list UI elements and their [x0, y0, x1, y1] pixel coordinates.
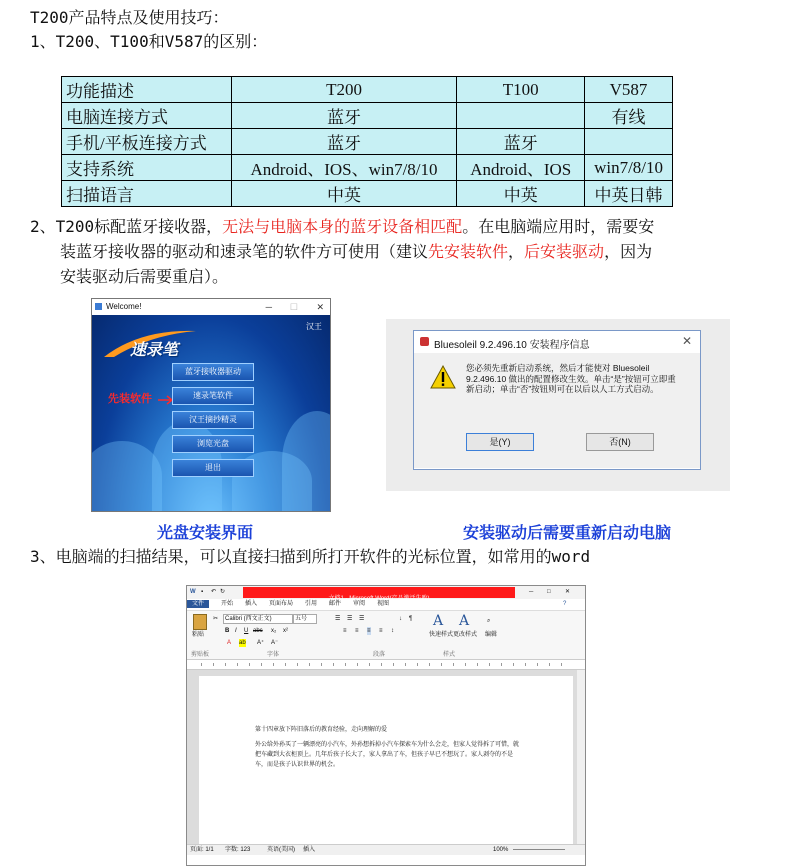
heading: T200产品特点及使用技巧： — [30, 8, 229, 27]
bluetooth-driver-button[interactable]: 蓝牙接收器驱动 — [172, 363, 254, 381]
align-center-button[interactable]: ≡ — [355, 628, 359, 634]
table-cell — [457, 103, 585, 129]
font-color-button[interactable]: A — [227, 640, 232, 646]
brand-logo: 汉王 — [306, 322, 322, 331]
table-cell: Android、IOS、win7/8/10 — [231, 155, 457, 181]
table-row — [62, 103, 673, 129]
font-name-select[interactable] — [223, 614, 293, 624]
change-styles-icon[interactable]: A — [459, 613, 470, 629]
excerpt-tool-button[interactable]: 汉王摘抄精灵 — [172, 411, 254, 429]
status-mode[interactable]: 插入 — [303, 847, 316, 853]
exit-button[interactable]: 退出 — [172, 459, 254, 477]
comparison-table — [61, 76, 673, 207]
bullets-button[interactable]: ☰ — [335, 616, 341, 622]
doc-line-1: 第十四章放下阵旧落后的教育经验，走向理解的爱 — [255, 727, 388, 733]
section-2-text: 2、T200标配蓝牙接收器， — [30, 217, 223, 236]
zoom-level[interactable]: 100% — [493, 847, 509, 853]
word-icon: W — [190, 589, 196, 595]
annotation-text: 先装软件 — [108, 392, 152, 405]
bold-button[interactable]: B — [225, 628, 230, 634]
vertical-scrollbar[interactable] — [577, 670, 585, 844]
title-highlight — [243, 587, 515, 598]
dialog-message: 您必须先重新启动系统，然后才能使对 Bluesoleil 9.2.496.10 做出的配置修改生效。单击“是”按钮可立即重新启动；单击“否”按钮则可在以后以人工方式启动。 — [466, 363, 676, 394]
table-row — [62, 129, 673, 155]
status-page[interactable]: 页面: 1/1 — [190, 847, 214, 853]
ribbon-tabs — [187, 599, 585, 611]
font-size-value: 五号 — [295, 616, 308, 622]
dialog-title: Bluesoleil 9.2.496.10 安装程序信息 — [434, 340, 590, 351]
align-left-button[interactable]: ≡ — [343, 628, 347, 634]
minimize-icon[interactable]: ─ — [265, 302, 272, 312]
group-styles: 样式 — [443, 652, 456, 658]
status-words[interactable]: 字数: 123 — [225, 847, 251, 853]
help-icon[interactable]: ? — [563, 601, 567, 607]
section-2-text: 装蓝牙接收器的驱动和速录笔的软件方可使用（建议 — [60, 242, 429, 261]
show-marks-button[interactable]: ¶ — [409, 616, 413, 622]
tab-mailings[interactable]: 邮件 — [329, 601, 342, 607]
subscript-button[interactable]: x₂ — [271, 628, 277, 634]
zoom-slider[interactable] — [513, 849, 565, 850]
table-cell: 功能描述 — [62, 77, 232, 103]
table-cell: 扫描语言 — [62, 181, 232, 207]
tab-review[interactable]: 审阅 — [353, 601, 366, 607]
status-language[interactable]: 英语(美国) — [267, 847, 295, 853]
paste-icon[interactable] — [193, 614, 207, 630]
table-cell: 蓝牙 — [231, 129, 457, 155]
close-icon[interactable]: ✕ — [681, 334, 692, 348]
grow-font-button[interactable]: A⁺ — [257, 640, 265, 646]
close-icon[interactable]: ✕ — [316, 302, 324, 312]
dialog-screenshot-frame — [386, 319, 730, 491]
welcome-window — [91, 298, 331, 512]
pen-software-button[interactable]: 速录笔软件 — [172, 387, 254, 405]
table-cell: 蓝牙 — [457, 129, 585, 155]
section-2-text: 。在电脑端应用时，需要安 — [462, 217, 655, 236]
font-name-value: Calibri (西文正文) — [225, 616, 272, 622]
table-cell: 蓝牙 — [231, 103, 457, 129]
section-2-paragraph — [30, 214, 780, 289]
quick-styles-label: 快速样式 — [429, 632, 454, 638]
tab-file[interactable]: 文件 — [187, 600, 209, 608]
sort-button[interactable]: ↓ — [399, 616, 402, 622]
maximize-icon[interactable]: ☐ — [289, 302, 298, 312]
table-cell: 有线 — [585, 103, 673, 129]
welcome-background — [92, 315, 330, 511]
justify-button[interactable]: ≡ — [379, 628, 383, 634]
highlight-text: 先安装软件 — [428, 242, 509, 261]
strikethrough-button[interactable]: abc — [253, 628, 263, 634]
minimize-icon[interactable]: ─ — [529, 589, 534, 595]
quick-styles-icon[interactable]: A — [433, 613, 444, 629]
undo-icon[interactable]: ↶ — [211, 589, 217, 595]
doc-paragraph: 外公给外孙买了一辆漂亮的小汽车，外孙想拆掉小汽车探索车为什么会走，但家人觉得拆了可惜，就把车藏到大衣柜顶上。几年后孩子长大了，家人拿出了车，但孩子早已不想玩了。家人剥夺的不是车，而是孩子认识世界的机会。 — [255, 742, 520, 768]
line-spacing-button[interactable]: ↕ — [391, 628, 394, 634]
table-row — [62, 181, 673, 207]
underline-button[interactable]: U — [244, 628, 249, 634]
highlight-button[interactable]: ab — [239, 640, 246, 646]
tab-view[interactable]: 视图 — [377, 601, 390, 607]
group-paragraph: 段落 — [373, 652, 386, 658]
table-cell: T200 — [231, 77, 457, 103]
logo-text: 速录笔 — [130, 340, 179, 359]
dialog-body — [414, 353, 700, 468]
table-cell: T100 — [457, 77, 585, 103]
tab-insert[interactable]: 插入 — [245, 601, 258, 607]
table-cell: 中英 — [231, 181, 457, 207]
numbering-button[interactable]: ☰ — [347, 616, 353, 622]
document-page[interactable] — [199, 676, 573, 844]
caption-left: 光盘安装界面 — [157, 523, 254, 542]
section-2-text: ， — [508, 242, 525, 261]
change-styles-label: 更改样式 — [453, 632, 478, 638]
ribbon — [187, 611, 585, 660]
no-button[interactable]: 否(N) — [586, 433, 654, 451]
group-font: 字体 — [267, 652, 280, 658]
editing-label: 编辑 — [485, 632, 498, 638]
browse-disc-button[interactable]: 浏览光盘 — [172, 435, 254, 453]
ruler — [187, 660, 585, 670]
table-cell: 中英 — [457, 181, 585, 207]
italic-button[interactable]: I — [235, 628, 237, 634]
table-row — [62, 77, 673, 103]
warning-icon — [430, 365, 456, 389]
window-titlebar — [92, 299, 330, 315]
group-clipboard: 剪贴板 — [191, 652, 210, 658]
save-icon[interactable]: ▪ — [201, 589, 204, 595]
app-icon — [420, 337, 429, 346]
table-cell: 中英日韩 — [585, 181, 673, 207]
font-size-select[interactable] — [293, 614, 317, 624]
table-row — [62, 155, 673, 181]
highlight-text: 无法与电脑本身的蓝牙设备相匹配 — [222, 217, 463, 236]
section-2-text: 安装驱动后需要重启）。 — [60, 267, 229, 286]
cut-icon[interactable]: ✂ — [213, 616, 219, 622]
table-cell: win7/8/10 — [585, 155, 673, 181]
word-titlebar — [187, 586, 585, 599]
tab-references[interactable]: 引用 — [305, 601, 318, 607]
table-cell: Android、IOS — [457, 155, 585, 181]
window-title: Welcome! — [106, 302, 142, 311]
tab-home[interactable]: 开始 — [221, 601, 234, 607]
document-area — [187, 670, 585, 844]
tab-layout[interactable]: 页面布局 — [269, 601, 294, 607]
caption-right: 安装驱动后需要重新启动电脑 — [463, 523, 672, 542]
section-2-text: ，因为 — [604, 242, 653, 261]
app-icon — [95, 303, 102, 310]
table-cell — [585, 129, 673, 155]
section-1-title: 1、T200、T100和V587的区别： — [30, 32, 268, 51]
paste-label: 粘贴 — [192, 632, 205, 638]
maximize-icon[interactable]: □ — [547, 589, 551, 595]
word-window — [186, 585, 586, 866]
superscript-button[interactable]: x² — [283, 628, 288, 634]
dialog-titlebar — [414, 331, 700, 353]
table-cell: 支持系统 — [62, 155, 232, 181]
table-cell: 电脑连接方式 — [62, 103, 232, 129]
restart-dialog — [413, 330, 701, 470]
shrink-font-button[interactable]: A⁻ — [271, 640, 279, 646]
close-icon[interactable]: ✕ — [565, 589, 571, 595]
section-3-title: 3、电脑端的扫描结果，可以直接扫描到所打开软件的光标位置，如常用的word — [30, 547, 591, 566]
table-cell: V587 — [585, 77, 673, 103]
highlight-text: 后安装驱动 — [524, 242, 605, 261]
yes-button[interactable]: 是(Y) — [466, 433, 534, 451]
align-right-button[interactable]: ≡ — [367, 628, 371, 634]
redo-icon[interactable]: ↻ — [220, 589, 226, 595]
find-icon[interactable]: ⌕ — [487, 618, 491, 624]
status-bar — [187, 844, 585, 855]
table-cell: 手机/平板连接方式 — [62, 129, 232, 155]
multilevel-button[interactable]: ☰ — [359, 616, 365, 622]
